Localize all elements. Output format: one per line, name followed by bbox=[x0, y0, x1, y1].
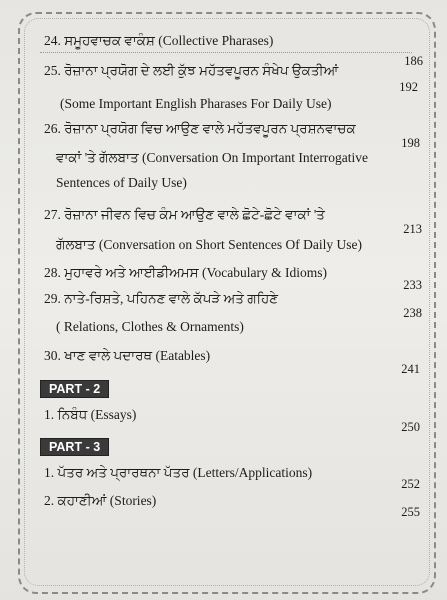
toc-entry-26-line-3: Sentences of Daily Use) bbox=[56, 175, 187, 190]
toc-entry-27-line-1: 27. ਰੋਜ਼ਾਨਾ ਜੀਵਨ ਵਿਚ ਕੰਮ ਆਉਣ ਵਾਲੇ ਛੋਟੇ-ਛੋਟੇ ਵਾਕਾਂ 'ਤੇ bbox=[44, 207, 325, 222]
page-number-25: 192 bbox=[399, 80, 418, 94]
part-2-heading: PART - 2 bbox=[40, 380, 109, 398]
page-number-28: 233 bbox=[403, 278, 422, 292]
toc-entry-25-line-1: 25. ਰੋਜ਼ਾਨਾ ਪ੍ਰਯੋਗ ਦੇ ਲਈ ਕੁੱਝ ਮਹੱਤਵਪੂਰਨ ਸੰਖੇਪ ਉਕਤੀਆਂ bbox=[44, 63, 339, 78]
page-number-30: 241 bbox=[401, 362, 420, 376]
page-number-part3-1: 252 bbox=[401, 477, 420, 491]
part-3-heading: PART - 3 bbox=[40, 438, 109, 456]
page-number-part3-2: 255 bbox=[401, 505, 420, 519]
toc-entry-24: 24. ਸਮੂਹਵਾਚਕ ਵਾਕੰਸ਼ (Collective Pharases) bbox=[44, 33, 274, 48]
toc-entry-26-line-1: 26. ਰੋਜ਼ਾਨਾ ਪ੍ਰਯੋਗ ਵਿਚ ਆਉਣ ਵਾਲੇ ਮਹੱਤਵਪੂਰਨ ਪ੍ਰਸ਼ਨਵਾਚਕ bbox=[44, 121, 356, 136]
toc-entry-28: 28. ਮੁਹਾਵਰੇ ਅਤੇ ਆਈਡੀਅਮਸ (Vocabulary & Idioms) bbox=[44, 265, 327, 280]
entry-divider bbox=[40, 52, 412, 53]
toc-entry-27-line-2: ਗੱਲਬਾਤ (Conversation on Short Sentences Of Daily Use) bbox=[56, 237, 363, 252]
page-number-part2-1: 250 bbox=[401, 420, 420, 434]
page-number-24: 186 bbox=[404, 54, 423, 68]
toc-entry-30: 30. ਖਾਣ ਵਾਲੇ ਪਦਾਰਥ (Eatables) bbox=[44, 348, 211, 363]
toc-part2-entry-1: 1. ਨਿਬੰਧ (Essays) bbox=[44, 407, 137, 422]
page-number-29: 238 bbox=[403, 306, 422, 320]
toc-entry-26-line-2: ਵਾਕਾਂ 'ਤੇ ਗੱਲਬਾਤ (Conversation On Important Interrogative bbox=[56, 150, 369, 165]
toc-entry-29-line-1: 29. ਨਾਤੇ-ਰਿਸ਼ਤੇ, ਪਹਿਨਣ ਵਾਲੇ ਕੱਪੜੇ ਅਤੇ ਗਹਿਣੇ bbox=[44, 291, 279, 306]
page-number-27: 213 bbox=[403, 222, 422, 236]
toc-entry-25-line-2: (Some Important English Pharases For Daily Use) bbox=[60, 96, 332, 111]
page-number-26: 198 bbox=[401, 136, 420, 150]
toc-part3-entry-1: 1. ਪੱਤਰ ਅਤੇ ਪ੍ਰਾਰਥਨਾ ਪੱਤਰ (Letters/Applications) bbox=[44, 465, 313, 480]
toc-entry-29-line-2: ( Relations, Clothes & Ornaments) bbox=[56, 319, 244, 334]
toc-part3-entry-2: 2. ਕਹਾਣੀਆਂ (Stories) bbox=[44, 493, 157, 508]
